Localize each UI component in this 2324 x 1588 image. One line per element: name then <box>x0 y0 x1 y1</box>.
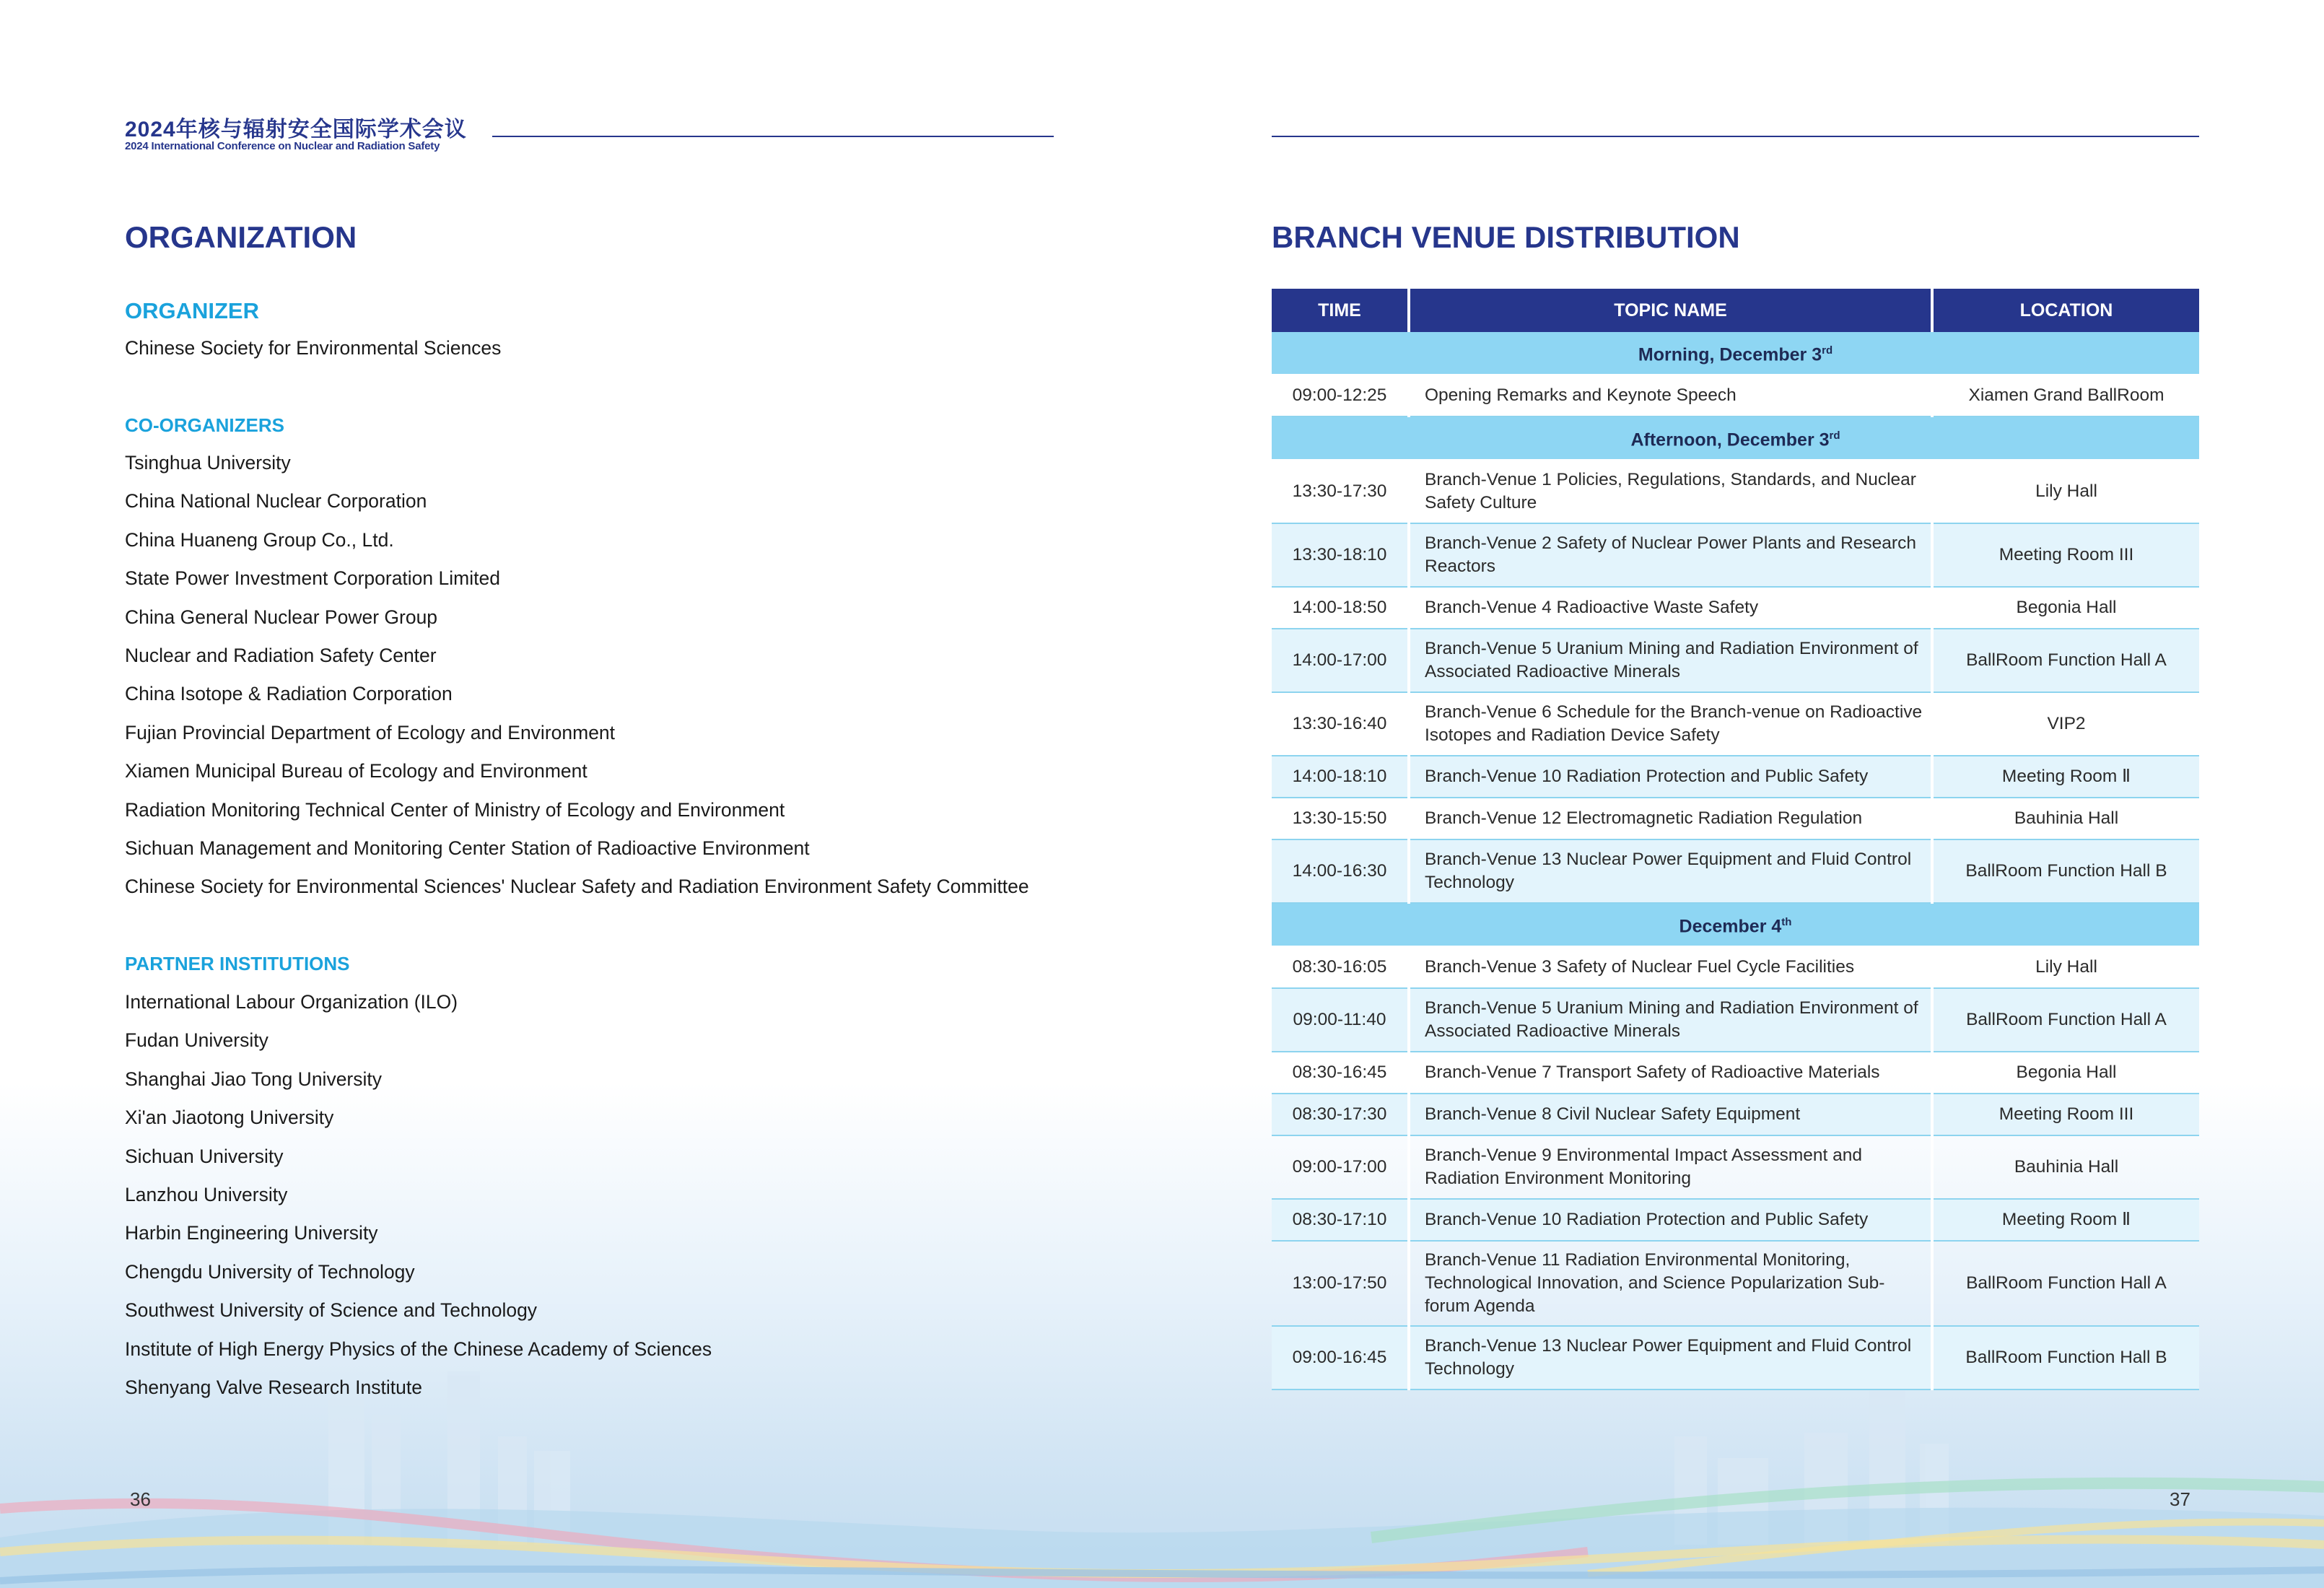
table-row <box>1272 1241 2199 1326</box>
time-cell: 08:30-16:45 <box>1272 1052 1409 1094</box>
table-row <box>1272 523 2199 587</box>
section-row <box>1272 903 2199 946</box>
topic-cell: Branch-Venue 9 Environmental Impact Assessment and Radiation Environment Monitoring <box>1409 1135 1932 1199</box>
column-header-topic: TOPIC NAME <box>1409 289 1932 332</box>
topic-cell: Branch-Venue 7 Transport Safety of Radioactive Materials <box>1409 1052 1932 1094</box>
coorganizer-item: Chinese Society for Environmental Sciences' Nuclear Safety and Radiation Environment Safety Committee <box>125 876 1029 898</box>
time-cell: 08:30-16:05 <box>1272 946 1409 988</box>
topic-cell: Branch-Venue 6 Schedule for the Branch-venue on Radioactive Isotopes and Radiation Device Safety <box>1409 692 1932 756</box>
organizer-heading: ORGANIZER <box>125 298 259 323</box>
location-cell: VIP2 <box>1932 692 2199 756</box>
table-header-row <box>1272 289 2199 332</box>
header-divider-left <box>492 136 1054 137</box>
topic-cell: Branch-Venue 3 Safety of Nuclear Fuel Cycle Facilities <box>1409 946 1932 988</box>
section-label-cell <box>1272 903 2199 946</box>
time-cell: 13:00-17:50 <box>1272 1241 1409 1326</box>
partner-item: Fudan University <box>125 1029 268 1052</box>
column-header-location: LOCATION <box>1932 289 2199 332</box>
location-cell: BallRoom Function Hall A <box>1932 629 2199 692</box>
coorganizer-item: Sichuan Management and Monitoring Center Station of Radioactive Environment <box>125 837 810 859</box>
partner-item: Sichuan University <box>125 1145 284 1167</box>
location-cell: Meeting Room Ⅱ <box>1932 756 2199 798</box>
partner-item: Shanghai Jiao Tong University <box>125 1068 383 1090</box>
topic-cell: Branch-Venue 5 Uranium Mining and Radiation Environment of Associated Radioactive Minerals <box>1409 988 1932 1052</box>
topic-cell: Branch-Venue 10 Radiation Protection and Public Safety <box>1409 756 1932 798</box>
table-row <box>1272 988 2199 1052</box>
time-cell: 14:00-18:50 <box>1272 587 1409 629</box>
location-cell: Bauhinia Hall <box>1932 798 2199 839</box>
table-row <box>1272 839 2199 903</box>
time-cell: 09:00-17:00 <box>1272 1135 1409 1199</box>
coorganizer-item: Xiamen Municipal Bureau of Ecology and Environment <box>125 760 587 782</box>
location-cell: Xiamen Grand BallRoom <box>1932 375 2199 416</box>
coorganizers-list <box>125 452 1029 915</box>
table-row <box>1272 375 2199 416</box>
partner-item: Institute of High Energy Physics of the Chinese Academy of Sciences <box>125 1338 712 1360</box>
topic-cell: Branch-Venue 4 Radioactive Waste Safety <box>1409 587 1932 629</box>
coorganizers-heading: CO-ORGANIZERS <box>125 414 284 436</box>
time-cell: 09:00-12:25 <box>1272 375 1409 416</box>
table-row <box>1272 460 2199 523</box>
topic-cell: Branch-Venue 13 Nuclear Power Equipment and Fluid Control Technology <box>1409 1326 1932 1390</box>
conference-title-en: 2024 International Conference on Nuclear and Radiation Safety <box>125 140 440 152</box>
header-divider-right <box>1272 136 2199 137</box>
coorganizer-item: Fujian Provincial Department of Ecology and Environment <box>125 721 616 743</box>
table-row <box>1272 1135 2199 1199</box>
table-row <box>1272 1199 2199 1241</box>
table-row <box>1272 798 2199 839</box>
page-number-left: 36 <box>130 1488 151 1510</box>
topic-cell: Branch-Venue 8 Civil Nuclear Safety Equipment <box>1409 1094 1932 1135</box>
time-cell: 09:00-16:45 <box>1272 1326 1409 1390</box>
section-row <box>1272 332 2199 375</box>
location-cell: BallRoom Function Hall B <box>1932 1326 2199 1390</box>
location-cell: Lily Hall <box>1932 946 2199 988</box>
column-header-time: TIME <box>1272 289 1409 332</box>
time-cell: 14:00-16:30 <box>1272 839 1409 903</box>
partner-item: Xi'an Jiaotong University <box>125 1107 334 1129</box>
time-cell: 09:00-11:40 <box>1272 988 1409 1052</box>
location-cell: BallRoom Function Hall A <box>1932 988 2199 1052</box>
table-row <box>1272 587 2199 629</box>
topic-cell: Branch-Venue 12 Electromagnetic Radiation Regulation <box>1409 798 1932 839</box>
coorganizer-item: China Isotope & Radiation Corporation <box>125 683 453 705</box>
location-cell: Begonia Hall <box>1932 1052 2199 1094</box>
location-cell: Begonia Hall <box>1932 587 2199 629</box>
time-cell: 13:30-17:30 <box>1272 460 1409 523</box>
topic-cell: Opening Remarks and Keynote Speech <box>1409 375 1932 416</box>
topic-cell: Branch-Venue 11 Radiation Environmental Monitoring, Technological Innovation, and Science Popularization Sub-forum Agenda <box>1409 1241 1932 1326</box>
organizer-name: Chinese Society for Environmental Sciences <box>125 337 502 359</box>
time-cell: 08:30-17:10 <box>1272 1199 1409 1241</box>
partner-item: Southwest University of Science and Technology <box>125 1299 538 1322</box>
section-label-suffix: rd <box>1829 429 1840 442</box>
section-label-suffix: th <box>1781 916 1792 929</box>
location-cell: BallRoom Function Hall A <box>1932 1241 2199 1326</box>
page-number-right: 37 <box>2170 1488 2190 1510</box>
section-label: Afternoon, December 3 <box>1630 429 1830 450</box>
coorganizer-item: China Huaneng Group Co., Ltd. <box>125 528 394 551</box>
coorganizer-item: Radiation Monitoring Technical Center of Ministry of Ecology and Environment <box>125 798 785 821</box>
table-row <box>1272 756 2199 798</box>
section-row <box>1272 416 2199 460</box>
table-row <box>1272 629 2199 692</box>
coorganizer-item: Nuclear and Radiation Safety Center <box>125 644 437 666</box>
partner-item: Lanzhou University <box>125 1183 288 1205</box>
section-label-cell <box>1272 416 2199 460</box>
section-label-suffix: rd <box>1822 344 1833 357</box>
topic-cell: Branch-Venue 10 Radiation Protection and Public Safety <box>1409 1199 1932 1241</box>
partner-item: Chengdu University of Technology <box>125 1260 415 1283</box>
coorganizer-item: State Power Investment Corporation Limited <box>125 567 500 590</box>
section-label: Morning, December 3 <box>1638 344 1822 365</box>
time-cell: 13:30-15:50 <box>1272 798 1409 839</box>
table-row <box>1272 946 2199 988</box>
time-cell: 13:30-18:10 <box>1272 523 1409 587</box>
partner-item: Harbin Engineering University <box>125 1222 378 1244</box>
time-cell: 13:30-16:40 <box>1272 692 1409 756</box>
coorganizer-item: Tsinghua University <box>125 452 291 474</box>
time-cell: 14:00-17:00 <box>1272 629 1409 692</box>
table-row <box>1272 1052 2199 1094</box>
partner-item: Shenyang Valve Research Institute <box>125 1376 422 1398</box>
location-cell: Lily Hall <box>1932 460 2199 523</box>
table-row <box>1272 1094 2199 1135</box>
location-cell: Bauhinia Hall <box>1932 1135 2199 1199</box>
topic-cell: Branch-Venue 5 Uranium Mining and Radiation Environment of Associated Radioactive Minerals <box>1409 629 1932 692</box>
topic-cell: Branch-Venue 1 Policies, Regulations, Standards, and Nuclear Safety Culture <box>1409 460 1932 523</box>
topic-cell: Branch-Venue 2 Safety of Nuclear Power Plants and Research Reactors <box>1409 523 1932 587</box>
time-cell: 14:00-18:10 <box>1272 756 1409 798</box>
branch-venue-title: BRANCH VENUE DISTRIBUTION <box>1272 220 1740 254</box>
organization-title: ORGANIZATION <box>125 220 357 254</box>
coorganizer-item: China General Nuclear Power Group <box>125 606 438 628</box>
coorganizer-item: China National Nuclear Corporation <box>125 490 427 512</box>
table-row <box>1272 692 2199 756</box>
topic-cell: Branch-Venue 13 Nuclear Power Equipment and Fluid Control Technology <box>1409 839 1932 903</box>
partners-list <box>125 991 712 1415</box>
partners-heading: PARTNER INSTITUTIONS <box>125 953 350 974</box>
section-label-cell <box>1272 332 2199 375</box>
section-label: December 4 <box>1679 916 1782 937</box>
table-row <box>1272 1326 2199 1390</box>
conference-title-cn: 2024年核与辐射安全国际学术会议 <box>125 118 467 141</box>
location-cell: Meeting Room Ⅱ <box>1932 1199 2199 1241</box>
location-cell: BallRoom Function Hall B <box>1932 839 2199 903</box>
partner-item: International Labour Organization (ILO) <box>125 991 458 1013</box>
location-cell: Meeting Room III <box>1932 523 2199 587</box>
time-cell: 08:30-17:30 <box>1272 1094 1409 1135</box>
location-cell: Meeting Room III <box>1932 1094 2199 1135</box>
venue-table <box>1272 289 2199 1390</box>
